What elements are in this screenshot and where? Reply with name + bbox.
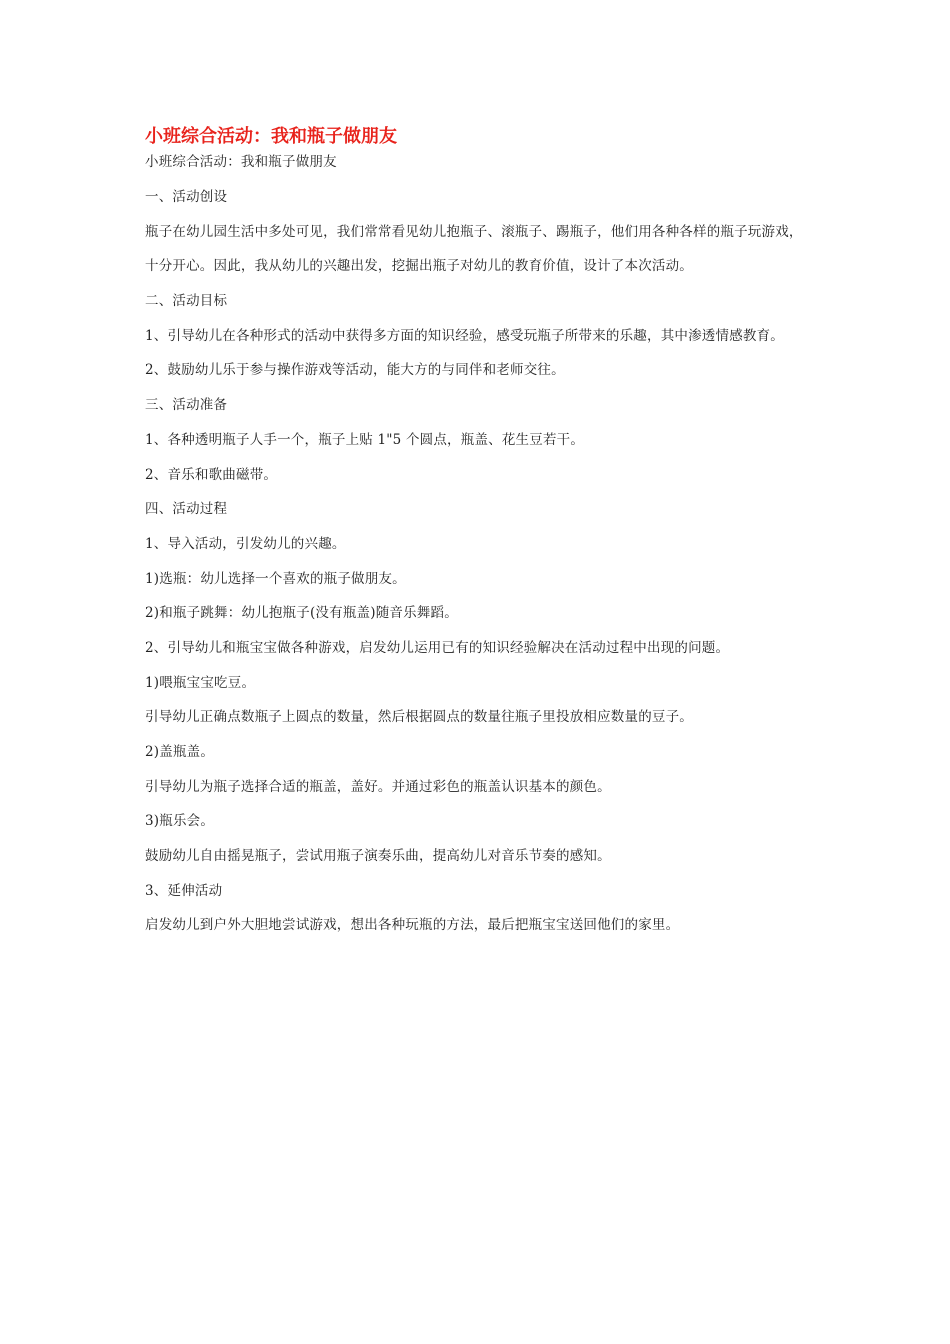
paragraph: 启发幼儿到户外大胆地尝试游戏，想出各种玩瓶的方法，最后把瓶宝宝送回他们的家里。 <box>145 917 680 934</box>
paragraph: 鼓励幼儿自由摇晃瓶子，尝试用瓶子演奏乐曲，提高幼儿对音乐节奏的感知。 <box>145 848 611 865</box>
document-subtitle: 小班综合活动：我和瓶子做朋友 <box>145 154 337 170</box>
paragraph: 2)盖瓶盖。 <box>145 744 215 760</box>
paragraph: 三、活动准备 <box>145 397 228 414</box>
document-body <box>145 187 825 935</box>
paragraph: 1)选瓶：幼儿选择一个喜欢的瓶子做朋友。 <box>145 570 406 587</box>
paragraph: 3)瓶乐会。 <box>145 813 215 830</box>
paragraph: 二、活动目标 <box>145 293 228 310</box>
paragraph: 引导幼儿正确点数瓶子上圆点的数量，然后根据圆点的数量往瓶子里投放相应数量的豆子。 <box>145 709 693 726</box>
paragraph: 瓶子在幼儿园生活中多处可见，我们常常看见幼儿抱瓶子、滚瓶子、踢瓶子，他们用各种各样的瓶子玩游戏， <box>145 223 803 240</box>
paragraph: 一、活动创设 <box>145 189 228 205</box>
paragraph: 1)喂瓶宝宝吃豆。 <box>145 674 256 691</box>
paragraph: 2)和瓶子跳舞：幼儿抱瓶子(没有瓶盖)随音乐舞蹈。 <box>145 605 458 622</box>
paragraph: 2、鼓励幼儿乐于参与操作游戏等活动，能大方的与同伴和老师交往。 <box>145 362 565 379</box>
paragraph: 1、各种透明瓶子人手一个，瓶子上贴 1"5 个圆点，瓶盖、花生豆若干。 <box>145 431 585 448</box>
document-title: 小班综合活动：我和瓶子做朋友 <box>145 126 397 147</box>
document-page <box>145 124 825 935</box>
paragraph: 1、导入活动，引发幼儿的兴趣。 <box>145 535 346 552</box>
paragraph: 3、延伸活动 <box>145 882 223 899</box>
paragraph: 1、引导幼儿在各种形式的活动中获得多方面的知识经验，感受玩瓶子所带来的乐趣，其中渗透情感教育。 <box>145 327 784 344</box>
paragraph: 四、活动过程 <box>145 501 228 518</box>
paragraph: 十分开心。因此，我从幼儿的兴趣出发，挖掘出瓶子对幼儿的教育价值，设计了本次活动。 <box>145 258 693 275</box>
paragraph: 2、引导幼儿和瓶宝宝做各种游戏，启发幼儿运用已有的知识经验解决在活动过程中出现的问题。 <box>145 639 730 656</box>
paragraph: 引导幼儿为瓶子选择合适的瓶盖，盖好。并通过彩色的瓶盖认识基本的颜色。 <box>145 778 611 795</box>
paragraph: 2、音乐和歌曲磁带。 <box>145 466 278 483</box>
